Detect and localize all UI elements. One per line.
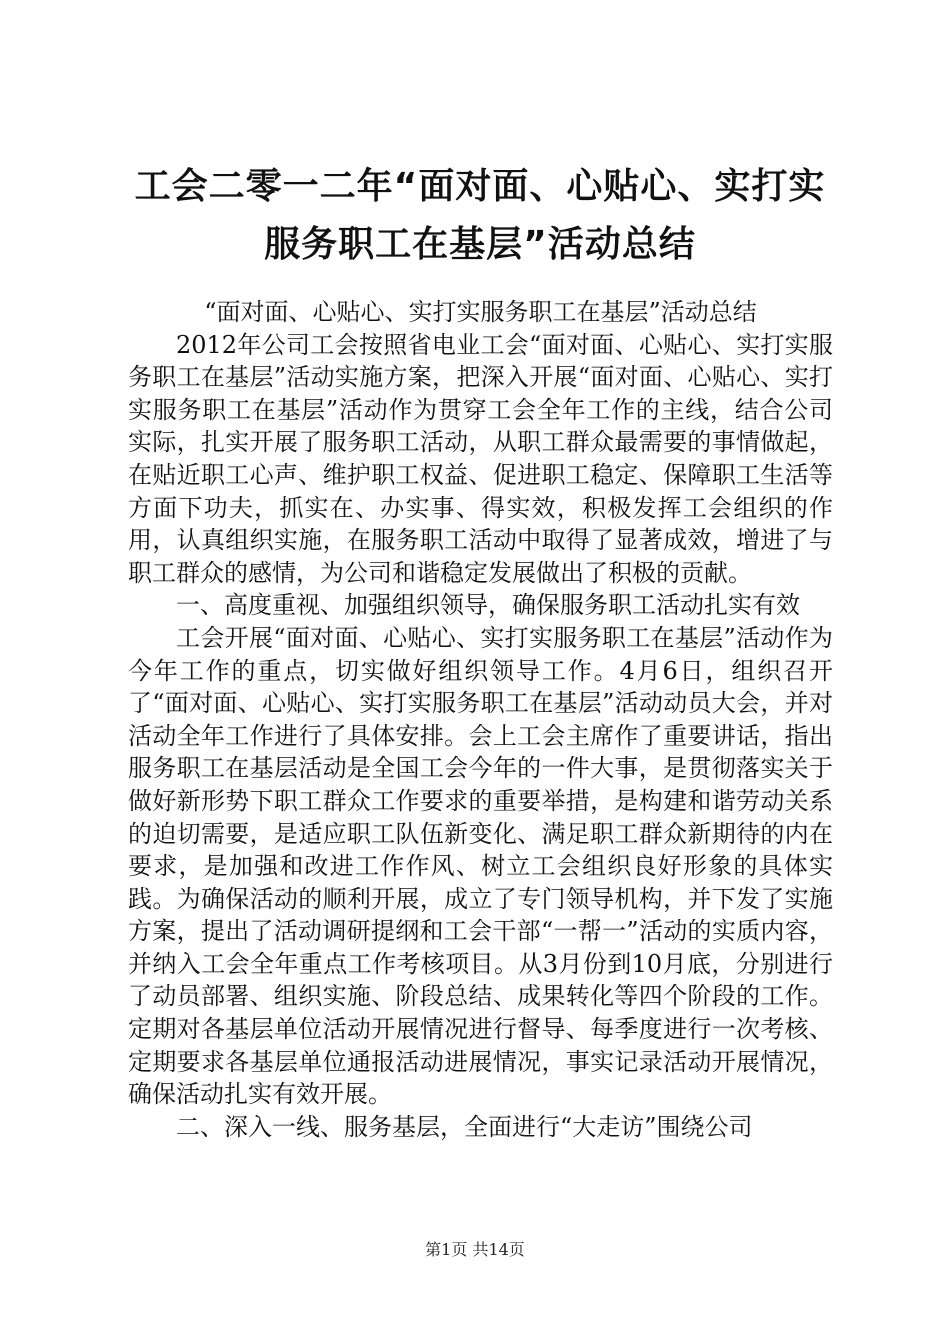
section-heading-1: 一、高度重视、加强组织领导，确保服务职工活动扎实有效 <box>176 591 800 620</box>
page-footer: 第1页 共14页 <box>425 1240 525 1259</box>
document-title: 工会二零一二年“面对面、心贴心、实打实服务职工在基层”活动总结 <box>134 166 826 265</box>
section-heading-2: 二、深入一线、服务基层，全面进行“大走访”围绕公司 <box>176 1112 753 1141</box>
intro-paragraph: 2012年公司工会按照省电业工会“面对面、心贴心、实打实服务职工在基层”活动实施方案，把深入开展“面对面、心贴心、实打实服务职工在基层”活动作为贯穿工会全年工作的主线，结合公司实际，扎实开展了服务职工活动，从职工群众最需要的事情做起，在贴近职工心声、维护职工权益、促进职工稳定、保障职工生活等方面下功夫，抓实在、办实事、得实效，积极发挥工会组织的作用，认真组织实施，在服务职工活动中取得了显著成效，增进了与职工群众的感情，为公司和谐稳定发展做出了积极的贡献。 <box>128 330 833 587</box>
document-body <box>128 296 833 1143</box>
section-1-paragraph: 工会开展“面对面、心贴心、实打实服务职工在基层”活动作为今年工作的重点，切实做好组织领导工作。4月6日，组织召开了“面对面、心贴心、实打实服务职工在基层”活动动员大会，并对活动全年工作进行了具体安排。会上工会主席作了重要讲话，指出服务职工在基层活动是全国工会今年的一件大事，是贯彻落实关于做好新形势下职工群众工作要求的重要举措，是构建和谐劳动关系的迫切需要，是适应职工队伍新变化、满足职工群众新期待的内在要求，是加强和改进工作作风、树立工会组织良好形象的具体实践。为确保活动的顺利开展，成立了专门领导机构，并下发了实施方案，提出了活动调研提纲和工会干部“一帮一”活动的实质内容，并纳入工会全年重点工作考核项目。从3月份到10月底，分别进行了动员部署、组织实施、阶段总结、成果转化等四个阶段的工作。定期对各基层单位活动开展情况进行督导、每季度进行一次考核、定期要求各基层单位通报活动进展情况，事实记录活动开展情况，确保活动扎实有效开展。 <box>128 623 833 1109</box>
subtitle-paragraph: “面对面、心贴心、实打实服务职工在基层”活动总结 <box>204 298 757 326</box>
